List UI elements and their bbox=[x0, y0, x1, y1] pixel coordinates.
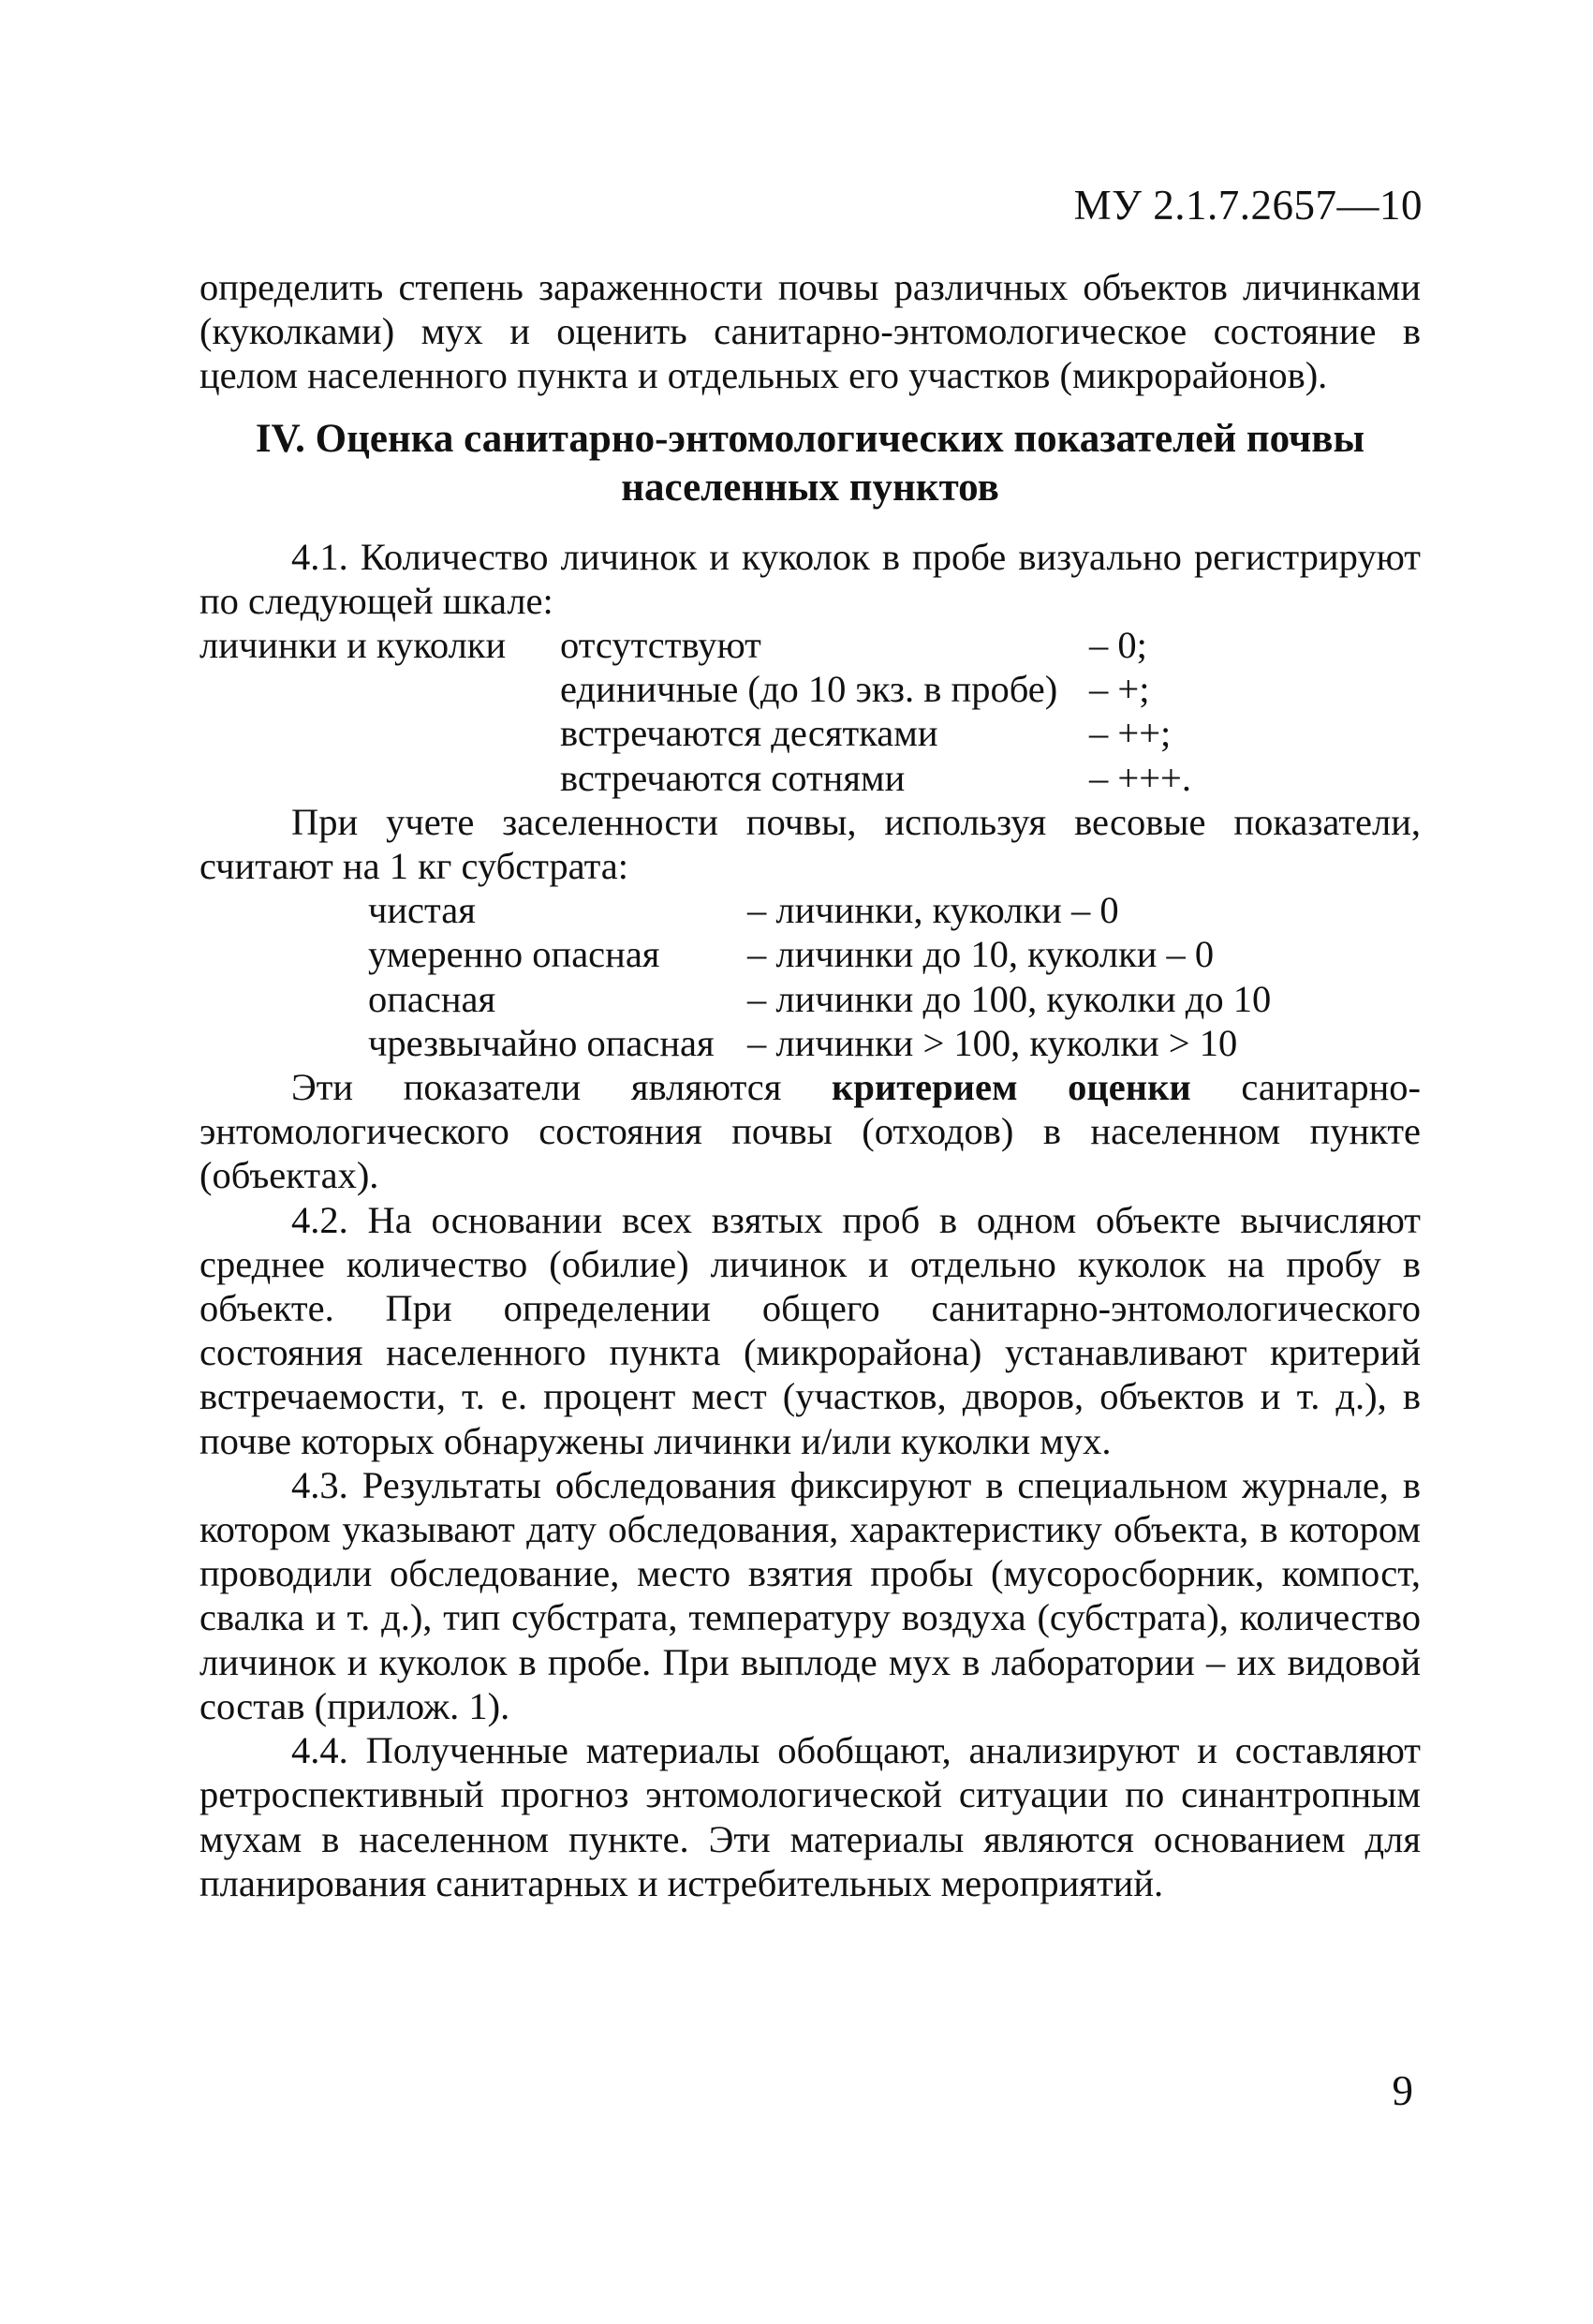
scale-mark: – ++; bbox=[1089, 712, 1172, 755]
section-heading bbox=[199, 415, 1421, 512]
paragraph-4-1: 4.1. Количество личинок и куколок в пробе визуально регистрируют по следующей шкале: bbox=[199, 535, 1421, 622]
weight-level: умеренно опасная bbox=[368, 933, 660, 976]
page-number: 9 bbox=[1392, 2067, 1413, 2114]
section-heading-line-1: IV. Оценка санитарно-энтомологических показателей почвы bbox=[255, 416, 1365, 461]
criteria-text-pre: Эти показатели являются bbox=[291, 1066, 833, 1109]
weight-level: опасная bbox=[368, 977, 496, 1020]
document-code: МУ 2.1.7.2657—10 bbox=[1073, 182, 1423, 229]
weight-row bbox=[368, 977, 1271, 1021]
weight-level: чистая bbox=[368, 889, 476, 932]
intro-paragraph: определить степень зараженности почвы различных объектов личинками (куколками) мух и оценить санитарно-энтомологическое состояние в целом населенного пункта и отдельных его участков (микрорайонов). bbox=[199, 266, 1421, 397]
scale-row bbox=[199, 756, 1191, 800]
weight-criterion: – личинки, куколки – 0 bbox=[747, 889, 1119, 932]
weight-criterion: – личинки до 100, куколки до 10 bbox=[747, 977, 1272, 1020]
document-body bbox=[199, 265, 1421, 1905]
weight-row bbox=[368, 888, 1271, 932]
scale-mark: – 0; bbox=[1089, 624, 1147, 667]
paragraph-4-4: 4.4. Полученные материалы обобщают, анализируют и составляют ретроспективный прогноз энтомологической ситуации по синантропным мухам в населенном пункте. Эти материалы являются основанием для планирования санитарных и истребительных мероприятий. bbox=[199, 1729, 1421, 1904]
scale-label: встречаются сотнями bbox=[560, 756, 906, 799]
criteria-emphasis: критерием оценки bbox=[832, 1066, 1191, 1109]
scale-mark: – +; bbox=[1089, 668, 1150, 711]
weight-scale bbox=[368, 888, 1271, 1065]
criteria-paragraph bbox=[199, 1065, 1421, 1198]
section-heading-line-2: населенных пунктов bbox=[621, 465, 999, 510]
scale-label: встречаются десятками bbox=[560, 712, 938, 755]
paragraph-4-2: 4.2. На основании всех взятых проб в одном объекте вычисляют среднее количество (обилие) личинок и отдельно куколок на пробу в объекте. При определении общего санитарно-энтомологического состояния населенного пункта (микрорайона) устанавливают критерий встречаемости, т. е. процент мест (участков, дворов, объектов и т. д.), в почве которых обнаружены личинки и/или куколки мух. bbox=[199, 1198, 1421, 1462]
criteria-text-post: санитарно-энтомологического состояния почвы (отходов) в населенном пункте (объектах). bbox=[199, 1066, 1421, 1197]
visual-count-scale bbox=[199, 623, 1191, 800]
scale-mark: – +++. bbox=[1089, 756, 1192, 799]
scale-label: отсутствуют bbox=[560, 624, 761, 667]
paragraph-4-3: 4.3. Результаты обследования фиксируют в специальном журнале, в котором указывают дату обследования, характеристику объекта, в котором проводили обследование, место взятия пробы (мусоросборник, компост, свалка и т. д.), тип субстрата, температуру воздуха (субстрата), количество личинок и куколок в пробе. При выплоде мух в лаборатории – их видовой состав (прилож. 1). bbox=[199, 1463, 1421, 1727]
weight-level: чрезвычайно опасная bbox=[368, 1021, 715, 1064]
weight-row bbox=[368, 1021, 1271, 1065]
scale-subject: личинки и куколки bbox=[199, 624, 507, 667]
scale-label: единичные (до 10 экз. в пробе) bbox=[560, 668, 1058, 711]
weight-criterion: – личинки > 100, куколки > 10 bbox=[747, 1021, 1238, 1064]
scale-row bbox=[199, 667, 1191, 711]
weight-intro-paragraph: При учете заселенности почвы, используя весовые показатели, считают на 1 кг субстрата: bbox=[199, 800, 1421, 888]
weight-criterion: – личинки до 10, куколки – 0 bbox=[747, 933, 1215, 976]
weight-row bbox=[368, 932, 1271, 976]
scale-row bbox=[199, 711, 1191, 755]
scale-row bbox=[199, 623, 1191, 667]
